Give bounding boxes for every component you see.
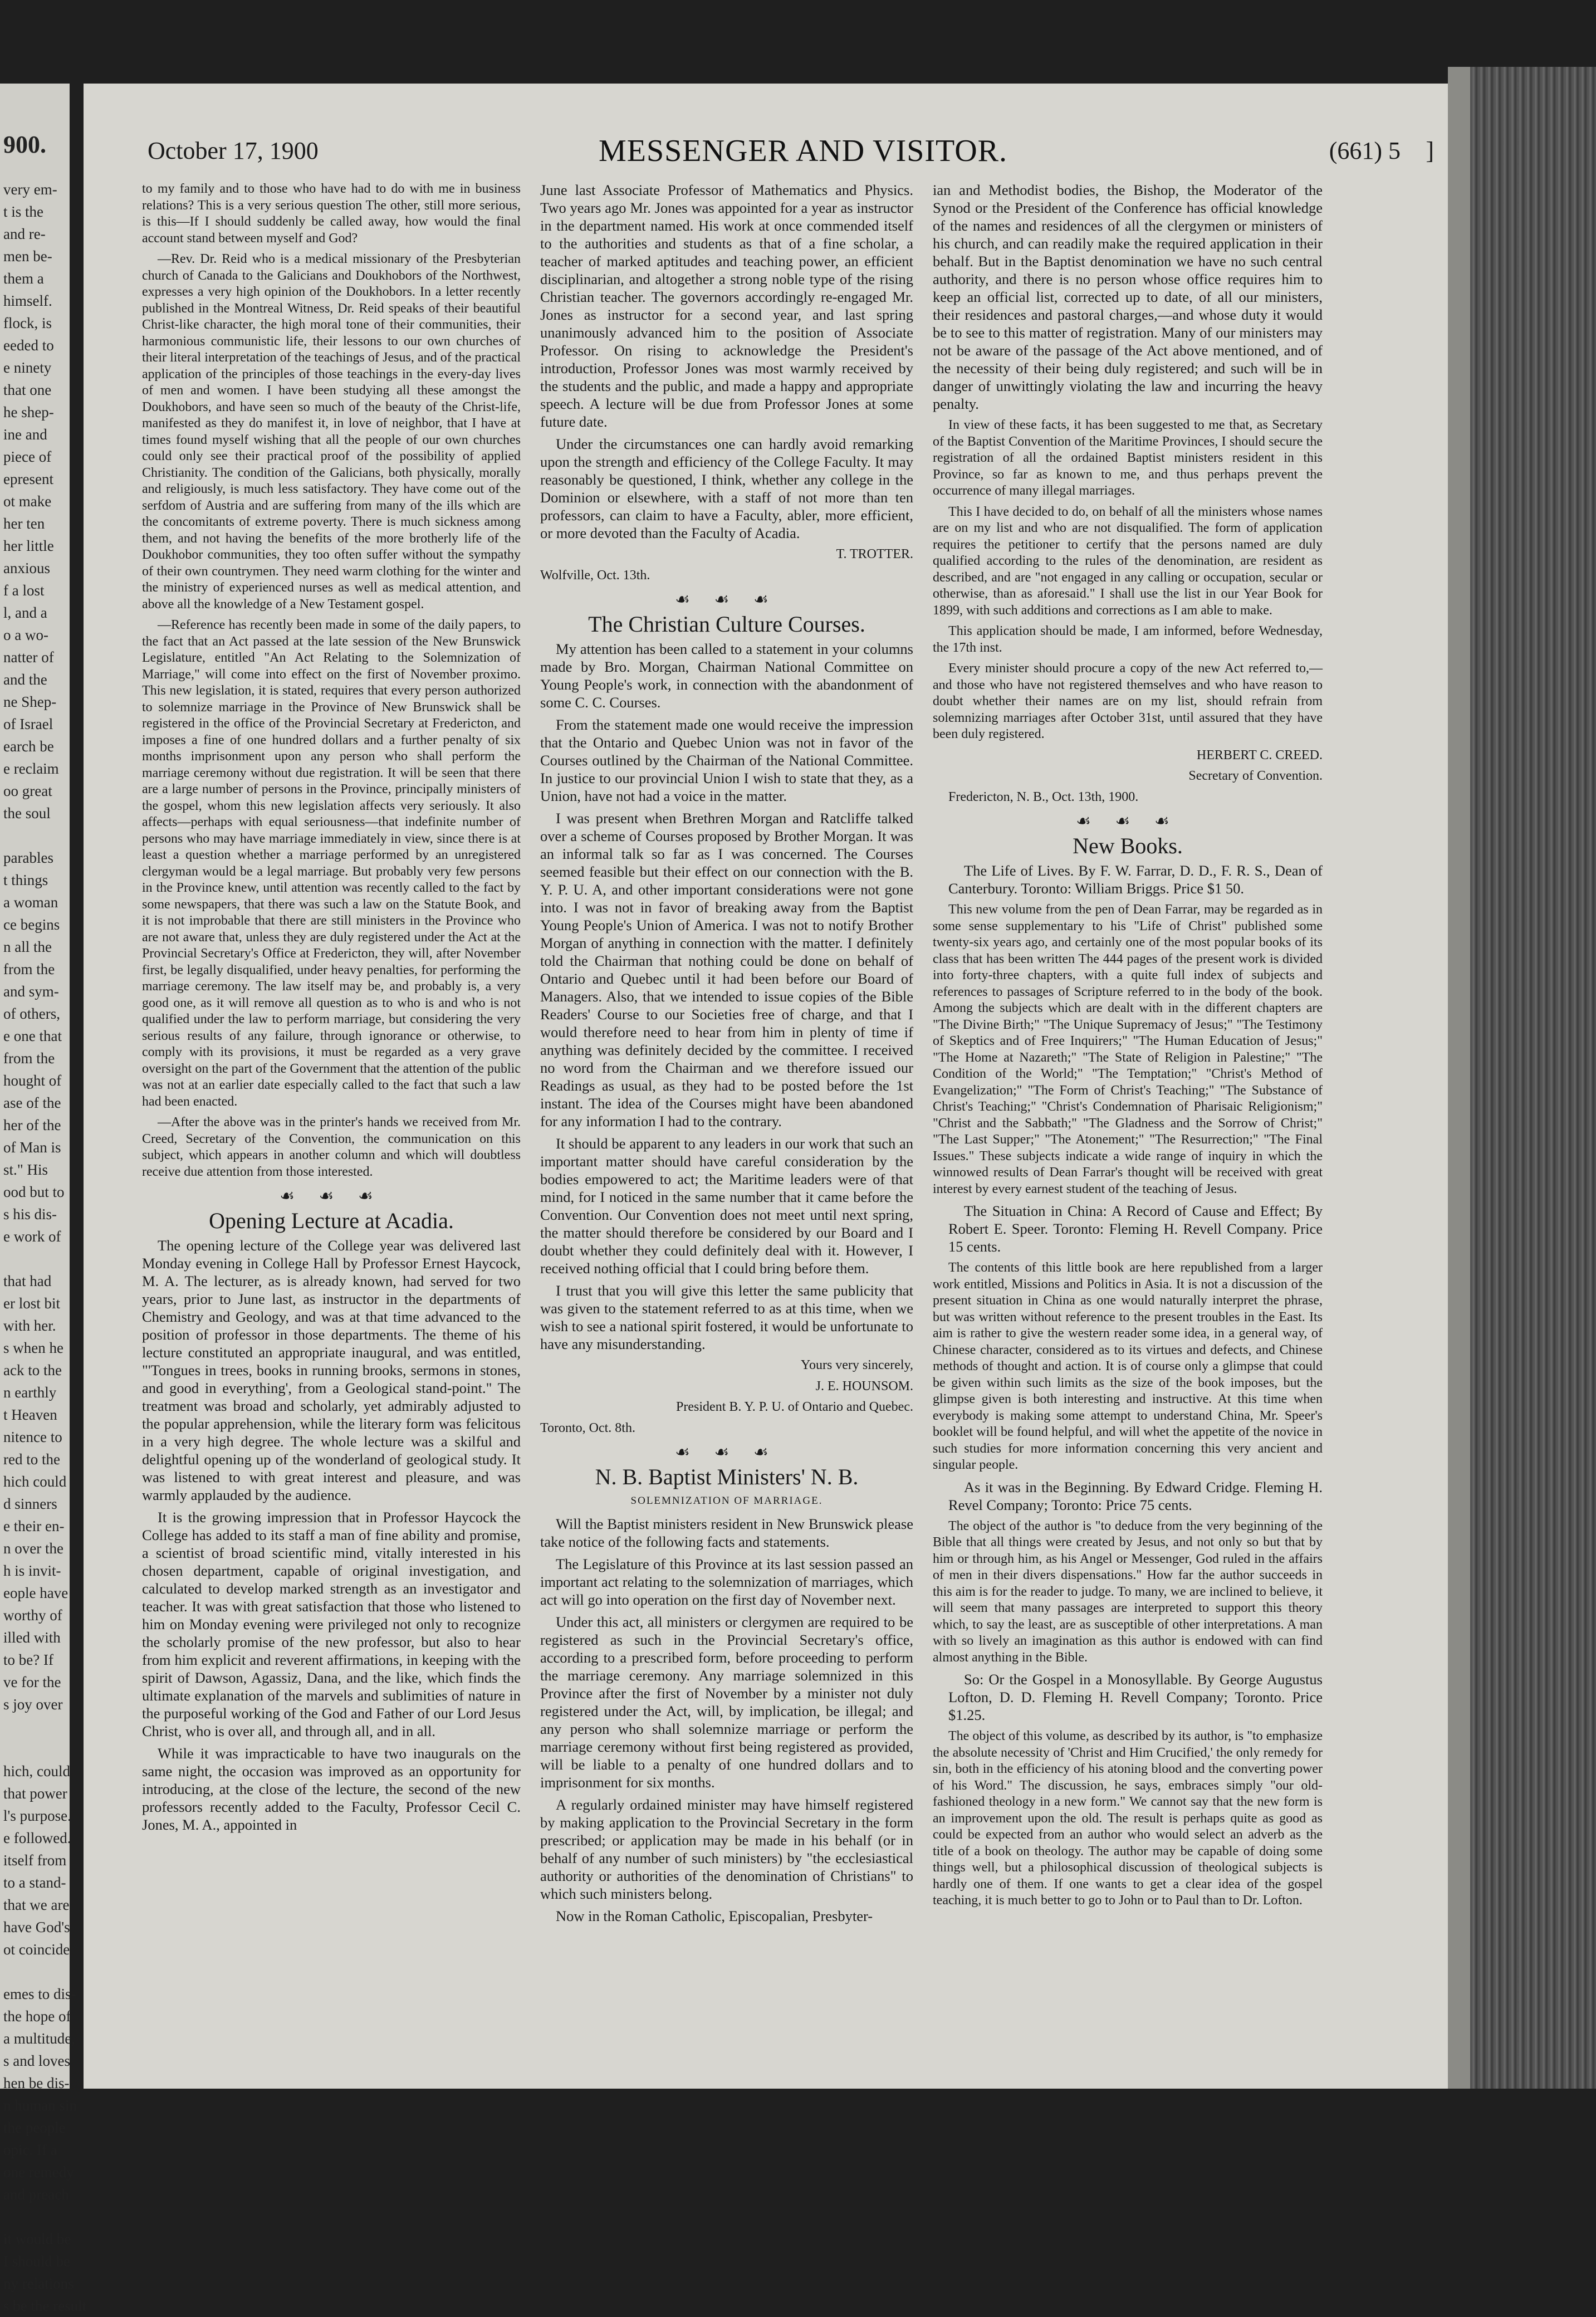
adjacent-page-line: a woman [3, 894, 58, 911]
adjacent-page-line: that power [3, 1785, 67, 1802]
adjacent-page-line: n all the [3, 938, 52, 955]
paragraph: I trust that you will give this letter the same publicity that was given to the statement referred to as at this time, when we wish to see a national spirit fostered, it would be unfortunate to have any misunderstanding. [540, 1282, 913, 1352]
paragraph: I was present when Brethren Morgan and Ratcliffe talked over a scheme of Courses proposed by Brother Morgan. It was an informal talk so far as I was concerned. The Courses seemed feasible but their effect on our connection with the B. Y. P. U. A, and other important considerations were not gone into. I was not in favor of breaking away from the Baptist Young People's Union of America. I was not to notify Brother Morgan of anything in connection with the matter. I definitely told the Chairman that nothing could be done on behalf of Ontario and Quebec until it had been before our Board of Managers. Also, that we intended to issue copies of the Bible Readers' Course to our Societies free of charge, and that I would therefore need to hear from him in plenty of time if anything was definitely decided by the committee. I received no word from the Chairman and we therefore issued our Readings as usual, as they had to be posted before the 1st instant. The idea of the Courses might have been abandoned for any information I had to the contrary. [540, 810, 913, 1130]
article-heading: Opening Lecture at Acadia. [209, 1208, 454, 1233]
adjacent-page-line: e work of [3, 1228, 61, 1245]
adjacent-page-line: e one that [3, 1028, 62, 1044]
paragraph: This new volume from the pen of Dean Farrar, may be regarded as in some sense supplementary to his "Life of Christ" published some twenty-six years ago, and certainly one of the most popular books of its class that has been written The 444 pages of the present work is divided into forty-three chapters, with a quite full index of subjects and references to passages of Scripture referred to in the body of the book. Among the subjects which are dealt with in the different chapters are "The Divine Birth;" "The Unique Supremacy of Jesus;" "The Testimony of Skeptics and of Free Inquirers;" "The Human Education of Jesus;" "The Home at Nazareth;" "The State of Religion in Palestine;" "The Condition of the World;" "The Temptation;" "Christ's Method of Evangelization;" "The Form of Christ's Teaching;" "The Substance of Christ's Teaching;" "Christ's Condemnation of Pharisaic Religionism;" "Christ and the Sabbath;" "The Gladness and the Sorrow of Christ;" "The Last Supper;" "The Atonement;" "The Resurrection;" "The Final Issues." These subjects indicate a wide range of inquiry in which the winnowed results of Dean Farrar's thought will be received with great interest by every earnest student of the teaching of Jesus. [933, 902, 1323, 1196]
adjacent-page-line: st." His [3, 1161, 48, 1178]
paragraph: Now in the Roman Catholic, Episcopalian, Presbyter- [556, 1907, 873, 1924]
adjacent-page-line: s and loves [3, 2052, 70, 2069]
closing: Yours very sincerely, [801, 1358, 913, 1372]
adjacent-page-line: t things [3, 872, 48, 888]
paragraph: This I have decided to do, on behalf of all the ministers whose names are on my list and who are not disqualified. The form of application requires the petitioner to certify that the persons named are duly qualified according to the rules of the denomination, are resident as described, and are "not engaged in any calling or occupation, secular or otherwise, than as aforesaid." I shall use the list in our Year Book for 1899, with such additions and corrections as I am able to make. [933, 504, 1323, 618]
adjacent-page-line: l, and a [3, 604, 47, 621]
adjacent-page-line: her of the [3, 1117, 61, 1133]
adjacent-page-line [0, 2206, 70, 2228]
adjacent-page-line: ot coincide [3, 1941, 70, 1958]
paragraph: It is the growing impression that in Professor Haycock the College has added to its staff a man of fine ability and promise, a scientist of broad scientific mind, vitally interested in his chosen department, capable of original investigation, and calculated to develop marked strength as an investigator and teacher. It was with great satisfaction that those who listened to him on Monday evening were privileged not only to recognize the scholarly promise of the new professor, but also to hear from him explicit and reverent affirmations, in keeping with the spirit of Dawson, Agassiz, Dana, and the like, which finds the ultimate explanation of the marvels and sublimities of nature in the purposeful working of the God and Father of our Lord Jesus Christ, who is over all, and through all, and in all. [142, 1509, 521, 1739]
adjacent-page-line: ny relations [3, 2275, 74, 2292]
adjacent-page-line: that had [3, 1273, 52, 1289]
adjacent-page-line: and sym- [3, 983, 59, 1000]
adjacent-page-line: it would be [3, 2231, 71, 2247]
adjacent-page-line: from the [3, 961, 55, 977]
adjacent-page-line: e their en- [3, 1518, 65, 1534]
paragraph: My attention has been called to a statement in your columns made by Bro. Morgan, Chairman National Committee on Young People's work, in connection with the abandonment of some C. C. Courses. [540, 641, 913, 711]
paragraph: In view of these facts, it has been suggested to me that, as Secretary of the Baptist Convention of the Maritime Provinces, I should secure the registration of all the ordained Baptist ministers resident in this Province, so far as known to me, and thus perhaps prevent the occurrence of many illegal marriages. [933, 418, 1323, 498]
adjacent-page-line: very em- [3, 181, 57, 198]
paragraph: to my family and to those who have had to do with me in business relations? This is a very serious question The other, still more serious, is this—If I should suddenly be called away, how would the final account stand between myself and God? [142, 182, 521, 246]
adjacent-page-line: epresent [3, 471, 53, 487]
adjacent-page-line: to be? If [3, 1651, 53, 1668]
signature-title: Secretary of Convention. [1188, 769, 1323, 783]
adjacent-page-line: her little [3, 537, 54, 554]
adjacent-page-line: them a [3, 270, 44, 287]
adjacent-page-line: h is invit- [3, 1562, 61, 1579]
column-3 [933, 181, 1323, 2069]
page-number: (661) 5 [1329, 137, 1401, 164]
dateline: Toronto, Oct. 8th. [540, 1420, 635, 1435]
section-separator: ☙ ☙ ☙ [675, 1443, 779, 1461]
adjacent-page-line: s when he [3, 1340, 63, 1356]
adjacent-page-line: of Man is [3, 1139, 61, 1156]
adjacent-page-line: that we are [3, 1896, 70, 1913]
paragraph: The object of the author is "to deduce from the very beginning of the Bible that all things were created by Jesus, and not only so but that by him or through him, as his Angel or Messenger, God ruled in the affairs of men in their divers dispensations." How far the author succeeds in this aim is for the reader to judge. To many, we are inclined to believe, it will seem that many passages are interpreted to support this theory which, to say the least, are as susceptible of other interpretations. A man with so lively an imagination as this author is endowed with can find almost anything in the Bible. [933, 1518, 1323, 1665]
adjacent-page-line: and re- [3, 226, 46, 242]
adjacent-page-line: and preach [3, 2186, 69, 2203]
adjacent-page-line: s be the result [3, 2298, 87, 2314]
adjacent-page-line: ot make [3, 493, 52, 510]
adjacent-page-line: ack to the [3, 1362, 62, 1379]
signature: T. TROTTER. [836, 547, 913, 561]
section-separator: ☙ ☙ ☙ [1076, 812, 1179, 830]
adjacent-page-line: itself from [3, 1852, 67, 1869]
adjacent-page-line: nitence to [3, 1429, 62, 1445]
book-listing: The Situation in China: A Record of Cause and Effect; By Robert E. Speer. Toronto: Fleming H. Revell Company. Price 15 cents. [948, 1203, 1323, 1255]
paragraph: A regularly ordained minister may have himself registered by making application to the Provincial Secretary in the form prescribed; or application may be made in his behalf (or in behalf of any number of such ministers) by "the ecclesiastical authority or authorities of the denomination of Christians" to which such ministers belong. [540, 1796, 913, 1902]
adjacent-page-line: t is the [3, 203, 43, 220]
adjacent-page-strip [0, 84, 87, 2314]
adjacent-page-line: flock, is [3, 315, 52, 331]
adjacent-page-line: s his dis- [3, 1206, 57, 1223]
adjacent-page-line: ood but to [3, 1184, 65, 1200]
adjacent-page-line: that one [3, 382, 52, 398]
adjacent-page-line: to a stand- [3, 1874, 66, 1891]
page-header [148, 136, 1434, 175]
paragraph: While it was impracticable to have two inaugurals on the same night, the occasion was improved as an opportunity for introducing, at the close of the lecture, the second of the new professors recently added to the Faculty, Professor Cecil C. Jones, M. A., appointed in [142, 1745, 521, 1833]
signature: J. E. HOUNSOM. [815, 1379, 913, 1394]
adjacent-page-line: red to the [3, 1451, 60, 1468]
adjacent-page-line: d sinners [3, 1495, 57, 1512]
adjacent-page-line: from the [3, 1050, 55, 1067]
paragraph: —Reference has recently been made in some of the daily papers, to the fact that an Act passed at the late session of the New Brunswick Legislature, entitled "An Act Relating to the Solemnization of Marriage," will come into effect on the first of November proximo. This new legislation, it is stated, requires that every person authorized to solemnize marriage in the Province of New Brunswick shall be registered in the office of the Provincial Secretary at Fredericton, and imposes a fine of one hundred dollars and a further penalty of six months imprisonment upon any person who shall perform the marriage ceremony without due registration. It will be seen that there are a large number of persons in the Province, principally ministers of the gospel, whom this new legislation affects very seriously. It also affects—perhaps with equal seriousness—that indefinite number of persons who may have marriage immediately in view, since there is at least a question whether a marriage performed by an unregistered clergyman would be a legal marriage. But probably very few persons in the Province knew, until attention was recently called to the fact by some newspapers, that there was such a law on the Statute Book, and it is not improbable that there are still ministers in the Province who are not aware that, unless they are duly registered under the Act at the Provincial Secretary's Office at Fredericton, they will, after November first, be legally disqualified, under heavy penalties, for performing the marriage ceremony. The law itself may be, and probably is, a very good one, as it will remove all question as to who is and who is not qualified under the law to perform marriage, but considering the very serious results of any failure, through ignorance or otherwise, to comply with its provisions, it must be regarded as a very grave oversight on the part of the Government that the attention of the public was not at an earlier date especially called to the fact that such a law had been enacted. [142, 618, 521, 1109]
adjacent-page-line: ve for the [3, 1674, 61, 1690]
paragraph: —After the above was in the printer's hands we received from Mr. Creed, Secretary of the Convention, the communication on this subject, which appears in another column and which will doubtless receive due attention from those interested. [142, 1115, 521, 1179]
article-heading: New Books. [1073, 833, 1183, 858]
article-subheading: SOLEMNIZATION OF MARRIAGE. [630, 1495, 823, 1507]
adjacent-page-line: l's purpose. [3, 1807, 71, 1824]
adjacent-page-line: anxious [3, 560, 50, 576]
adjacent-page-line: men be- [3, 248, 52, 265]
adjacent-page-line: illed with [3, 1629, 61, 1646]
adjacent-page-line: ne Shep- [3, 693, 57, 710]
adjacent-page-line: worthy of [3, 1607, 62, 1624]
adjacent-page-year: 900. [3, 131, 46, 158]
signature: HERBERT C. CREED. [1196, 747, 1323, 762]
dateline: Wolfville, Oct. 13th. [540, 568, 650, 583]
paragraph: ian and Methodist bodies, the Bishop, the Moderator of the Synod or the President of the Conference has official knowledge of the names and residences of all the clergymen or ministers of his church, and can readily make the required application in their behalf. But in the Baptist denomination we have no such central authority, and there is no person whose office requires him to keep an official list, corrected up to date, of all our ministers, their residences and pastoral charges,—and whose duty it would be to see to this matter of registration. Many of our ministers may not be aware of the passage of the Act above mentioned, and of the necessity of their being duly registered; and such will be in danger of unwittingly violating the law and incurring the heavy penalty. [933, 182, 1323, 412]
adjacent-page-line: ce begins [3, 916, 60, 933]
paragraph: Under this act, all ministers or clergymen are required to be registered as such in the Provincial Secretary's office, according to a prescribed form, before proceeding to perform the marriage ceremony. Any marriage solemnized in this Province after the first of November by a minister not duly registered under the Act, will, by implication, be illegal; and any person who shall solemnize marriage or perform the marriage ceremony without first being registered as provided, will be liable to a penalty of one hundred dollars and to imprisonment for six months. [540, 1613, 913, 1791]
paragraph: The Legislature of this Province at its last session passed an important act relating to the solemnization of marriages, which act will go into operation on the first day of November next. [540, 1555, 913, 1608]
adjacent-page-line: s joy over [3, 1696, 63, 1713]
paragraph: Under the circumstances one can hardly avoid remarking upon the strength and efficiency of the College Faculty. It may reasonably be questioned, I think, whether any college in the Dominion or elsewhere, with a staff of not more than ten professors, can claim to have a Faculty, abler, more efficient, or more devoted than the Faculty of Acadia. [540, 436, 913, 541]
dateline: Fredericton, N. B., Oct. 13th, 1900. [948, 789, 1139, 804]
adjacent-page-line: one remedy [3, 2164, 74, 2181]
issue-date: October 17, 1900 [148, 137, 319, 164]
adjacent-page-line: natter of [3, 649, 54, 666]
adjacent-page-line: a multitude, [3, 2030, 75, 2047]
adjacent-page-line: himself. [3, 292, 52, 309]
adjacent-page-line: the people [3, 2119, 66, 2136]
adjacent-page-line: er lost bit [3, 1295, 60, 1312]
paragraph: The opening lecture of the College year was delivered last Monday evening in College Hall by Professor Ernest Haycock, M. A. The lecturer, as is already known, had served for two years, prior to June last, as instructor in the departments of Chemistry and Geology, and was at that time advanced to the position of professor in those departments. The theme of his lecture constituted an appropriate inaugural, and was entitled, "'Tongues in trees, books in running brooks, sermons in stones, and good in everything', from a Geological stand-point." The treatment was broad and scholarly, yet admirably adjusted to the popular apprehension, while the literary form was felicitous in a very high degree. The whole lecture was a skilful and delightful opening up of the wonderland of geological study. It was listened to with great interest and pleasure, and was warmly applauded by the audience. [142, 1237, 521, 1503]
adjacent-page-line: ase of the [3, 1094, 61, 1111]
adjacent-page-line: and the [3, 671, 47, 688]
adjacent-page-line: f a lost [3, 582, 45, 599]
adjacent-page-line: hought of [3, 1072, 62, 1089]
adjacent-page-line: e ninety [3, 359, 52, 376]
adjacent-page-line: eople have [3, 1585, 68, 1601]
article-heading: N. B. Baptist Ministers' N. B. [595, 1464, 859, 1489]
book-edge [1448, 67, 1596, 2089]
paragraph: This application should be made, I am informed, before Wednesday, the 17th inst. [933, 624, 1323, 655]
paragraph: Will the Baptist ministers resident in New Brunswick please take notice of the following facts and statements. [540, 1515, 913, 1550]
book-listing: As it was in the Beginning. By Edward Cridge. Fleming H. Revel Company; Toronto: Price 75 cents. [948, 1478, 1323, 1513]
adjacent-page-line: n over the [3, 1540, 63, 1557]
masthead-title: MESSENGER AND VISITOR. [599, 134, 1008, 168]
paragraph: June last Associate Professor of Mathematics and Physics. Two years ago Mr. Jones was appointed for a year as instructor in the department named. His work at once commended itself to the authorities and students as that of a fine scholar, a teacher of marked aptitudes and teaching power, an efficient disciplinarian, and altogether a strong noble type of the rising Christian teacher. The governors accordingly re-engaged Mr. Jones as instructor for a second year, and last spring unanimously advanced him to the position of Associate Professor. On rising to acknowledge the President's introduction, Professor Jones was most warmly received by the students and the public, and made a happy and appropriate speech. A lecture will be due from Professor Jones at some future date. [540, 182, 913, 430]
book-listing: So: Or the Gospel in a Monosyllable. By George Augustus Lofton, D. D. Fleming H. Revell Company; Toronto. Price $1.25. [948, 1671, 1323, 1723]
adjacent-page-line: hich, could [3, 1763, 70, 1780]
adjacent-page-line: with her. [3, 1317, 56, 1334]
paragraph: —Rev. Dr. Reid who is a medical missionary of the Presbyterian church of Canada to the Galicians and Doukhobors of the Northwest, expresses a very high opinion of the Doukhobors. In a letter recently published in the Montreal Witness, Dr. Reid speaks of their beautiful Christ-like character, the high moral tone of their communities, their harmonious communistic life, their lessons to our own churches of their literal interpretation of the teachings of Jesus, and of the practical application of the principles of those teachings in the every-day lives of men and women. I have been studying all these amongst the Doukhobors, and have seen so much of the beauty of the Christ-life, manifested as they do manifest it, in love of neighbor, that I have at times found myself wishing that all the people of our own churches could only see their practical proof of the possibility of applied Christianity. The condition of the Galicians, both physically, morally and religiously, is much less satisfactory. They have come out of the serfdom of Austria and are suffering from many of the ills which are the concomitants of extreme poverty. There is much sickness among them, and not having the benefits of the more brotherly life of the Doukhobor communities, they too often suffer without the sympathy of their own countrymen. They need warm clothing for the winter and the ministry of experienced nurses as well as medical attention, and above all the knowledge of a New Testament gospel. [142, 252, 521, 612]
adjacent-page-line: of others, [3, 1005, 60, 1022]
adjacent-page-line: n human sin [3, 2097, 77, 2114]
adjacent-page-line [0, 1248, 70, 1270]
adjacent-page-line: e followed. [3, 1830, 71, 1846]
article-heading: The Christian Culture Courses. [588, 611, 865, 637]
adjacent-page-line: emes to dis- [3, 1986, 76, 2002]
adjacent-page-line: piece of [3, 448, 52, 465]
paragraph: It should be apparent to any leaders in our work that such an important matter should have careful consideration by the bodies empowered to act; the Maritime leaders were of that mind, for I noticed in the same number that it came before the Convention. Our Convention does not meet until next spring, the matter should therefore be considered by our Board and I doubt whether they could definitely deal with it. However, I received nothing official that I could bring before them. [540, 1135, 913, 1277]
adjacent-page-line: he shep- [3, 404, 54, 421]
adjacent-page-line: eeded to [3, 337, 54, 354]
adjacent-page-line: parables [3, 849, 53, 866]
adjacent-page-line: the hope of [3, 2008, 71, 2025]
adjacent-page-line: opic. If a [3, 2142, 57, 2158]
section-separator: ☙ ☙ ☙ [280, 1187, 383, 1205]
adjacent-page-line: the soul [3, 805, 51, 822]
paragraph: The object of this volume, as described by its author, is "to emphasize the absolute necessity of 'Christ and Him Crucified,' the only remedy for sin, both in the efficiency of his atoning blood and the converting power of his Word." The discussion, he says, embraces simply "our old-fashioned theology in a new form." We cannot say that the new form is an improvement upon the old. The result is perhaps quite as good as could be expected from an author who would select an adverb as the title of a book on theology. The author may be capable of doing some things well, but a philosophical discussion of theological subjects is hardly one of them. If one wants to get a clear idea of the gospel teaching, it is much better to go to John or to Paul than to Dr. Lofton. [933, 1729, 1323, 1908]
adjacent-page-line [0, 1738, 70, 1760]
adjacent-page-line: hich could [3, 1473, 67, 1490]
adjacent-page-line: o a wo- [3, 627, 48, 643]
adjacent-page-line: n earthly [3, 1384, 57, 1401]
adjacent-page-line: of Israel [3, 716, 53, 732]
adjacent-page-line: have God's [3, 1919, 70, 1935]
section-separator: ☙ ☙ ☙ [675, 590, 779, 609]
column-2 [540, 181, 913, 2069]
signature-title: President B. Y. P. U. of Ontario and Quebec. [676, 1400, 913, 1414]
adjacent-page-text [0, 178, 87, 2317]
paragraph: From the statement made one would receive the impression that the Ontario and Quebec Union was not in favor of the Courses outlined by the Chairman of the National Committee. In justice to our provincial Union I wish to state that they, as a Union, have not had a voice in the matter. [540, 716, 913, 804]
adjacent-page-line: ine and [3, 426, 47, 443]
adjacent-page-line: e reclaim [3, 760, 59, 777]
paragraph: The contents of this little book are here republished from a larger work entitled, Missions and Politics in Asia. It is not a discussion of the present situation in China as one would naturally interpret the phrase, but was written without reference to the present troubles in the East. Its aim is rather to give the western reader some idea, in a general way, of Chinese character, considered as to its virtues and defects, and Chinese methods of thought and action. It is of course only a glimpse that could be given within such limits as the size of the book imposes, but the glimpse given is both interesting and instructive. At this time when everybody is making some attempt to understand China, Mr. Speer's booklet will be found helpful, and will whet the appetite of the novice in such studies for more information concerning this very ancient and singular people. [933, 1260, 1323, 1472]
adjacent-page-line: earch be [3, 738, 54, 755]
adjacent-page-line: t Heaven [3, 1406, 57, 1423]
adjacent-page-line: her ten [3, 515, 45, 532]
adjacent-page-line: I should be [3, 2253, 70, 2270]
column-1 [142, 181, 521, 2069]
book-listing: The Life of Lives. By F. W. Farrar, D. D., F. R. S., Dean of Canterbury. Toronto: William Briggs. Price $1 50. [948, 862, 1323, 897]
adjacent-page-line: oo great [3, 783, 52, 799]
adjacent-page-line [0, 824, 70, 847]
adjacent-page-line [0, 1961, 70, 1983]
adjacent-page-line: hen be dis- [3, 2075, 70, 2091]
page-mark: ] [1426, 137, 1434, 164]
adjacent-page-line [0, 1715, 70, 1738]
paragraph: Every minister should procure a copy of the new Act referred to,—and those who have not registered themselves and who have reason to doubt whether their names are on my list, should refrain from solemnizing marriages after October 31st, until assured that they have been duly registered. [933, 661, 1323, 741]
